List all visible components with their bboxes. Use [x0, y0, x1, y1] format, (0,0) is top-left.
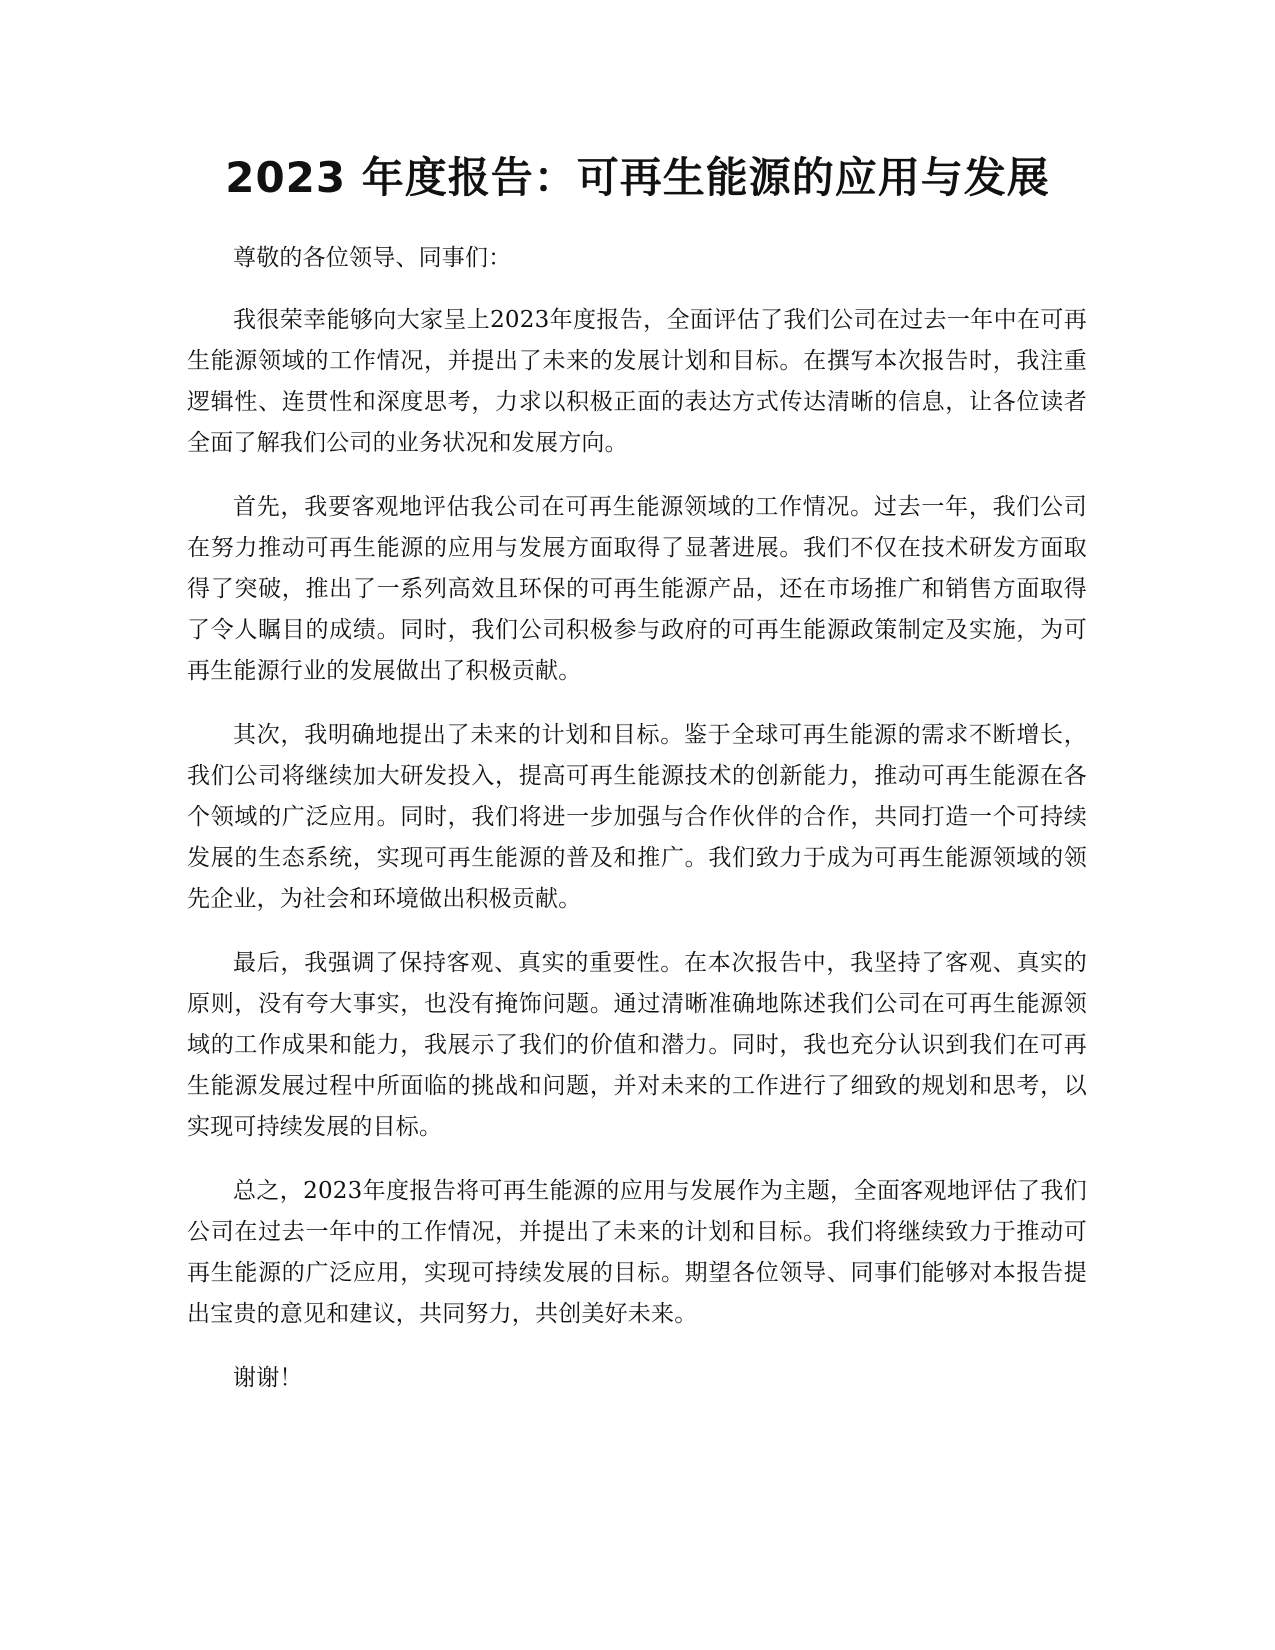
paragraph-evaluation: 首先，我要客观地评估我公司在可再生能源领域的工作情况。过去一年，我们公司在努力推动可再生能源的应用与发展方面取得了显著进展。我们不仅在技术研发方面取得了突破，推出了一系列高效且环保的可再生能源产品，还在市场推广和销售方面取得了令人瞩目的成绩。同时，我们公司积极参与政府的可再生能源政策制定及实施，为可再生能源行业的发展做出了积极贡献。 [187, 494, 1087, 684]
document-body [187, 238, 1087, 1422]
closing-thanks: 谢谢！ [233, 1365, 303, 1391]
paragraph-summary: 总之，2023年度报告将可再生能源的应用与发展作为主题，全面客观地评估了我们公司在过去一年中的工作情况，并提出了未来的计划和目标。我们将继续致力于推动可再生能源的广泛应用，实现可持续发展的目标。期望各位领导、同事们能够对本报告提出宝贵的意见和建议，共同努力，共创美好未来。 [187, 1178, 1087, 1327]
paragraph-plans: 其次，我明确地提出了未来的计划和目标。鉴于全球可再生能源的需求不断增长，我们公司将继续加大研发投入，提高可再生能源技术的创新能力，推动可再生能源在各个领域的广泛应用。同时，我们将进一步加强与合作伙伴的合作，共同打造一个可持续发展的生态系统，实现可再生能源的普及和推广。我们致力于成为可再生能源领域的领先企业，为社会和环境做出积极贡献。 [187, 722, 1087, 912]
document-title: 2023 年度报告：可再生能源的应用与发展 [225, 153, 1050, 202]
salutation: 尊敬的各位领导、同事们： [233, 245, 512, 271]
paragraph-intro: 我很荣幸能够向大家呈上2023年度报告，全面评估了我们公司在过去一年中在可再生能源领域的工作情况，并提出了未来的发展计划和目标。在撰写本次报告时，我注重逻辑性、连贯性和深度思考，力求以积极正面的表达方式传达清晰的信息，让各位读者全面了解我们公司的业务状况和发展方向。 [187, 307, 1087, 456]
paragraph-objectivity: 最后，我强调了保持客观、真实的重要性。在本次报告中，我坚持了客观、真实的原则，没有夸大事实，也没有掩饰问题。通过清晰准确地陈述我们公司在可再生能源领域的工作成果和能力，我展示了我们的价值和潜力。同时，我也充分认识到我们在可再生能源发展过程中所面临的挑战和问题，并对未来的工作进行了细致的规划和思考，以实现可持续发展的目标。 [187, 950, 1087, 1140]
